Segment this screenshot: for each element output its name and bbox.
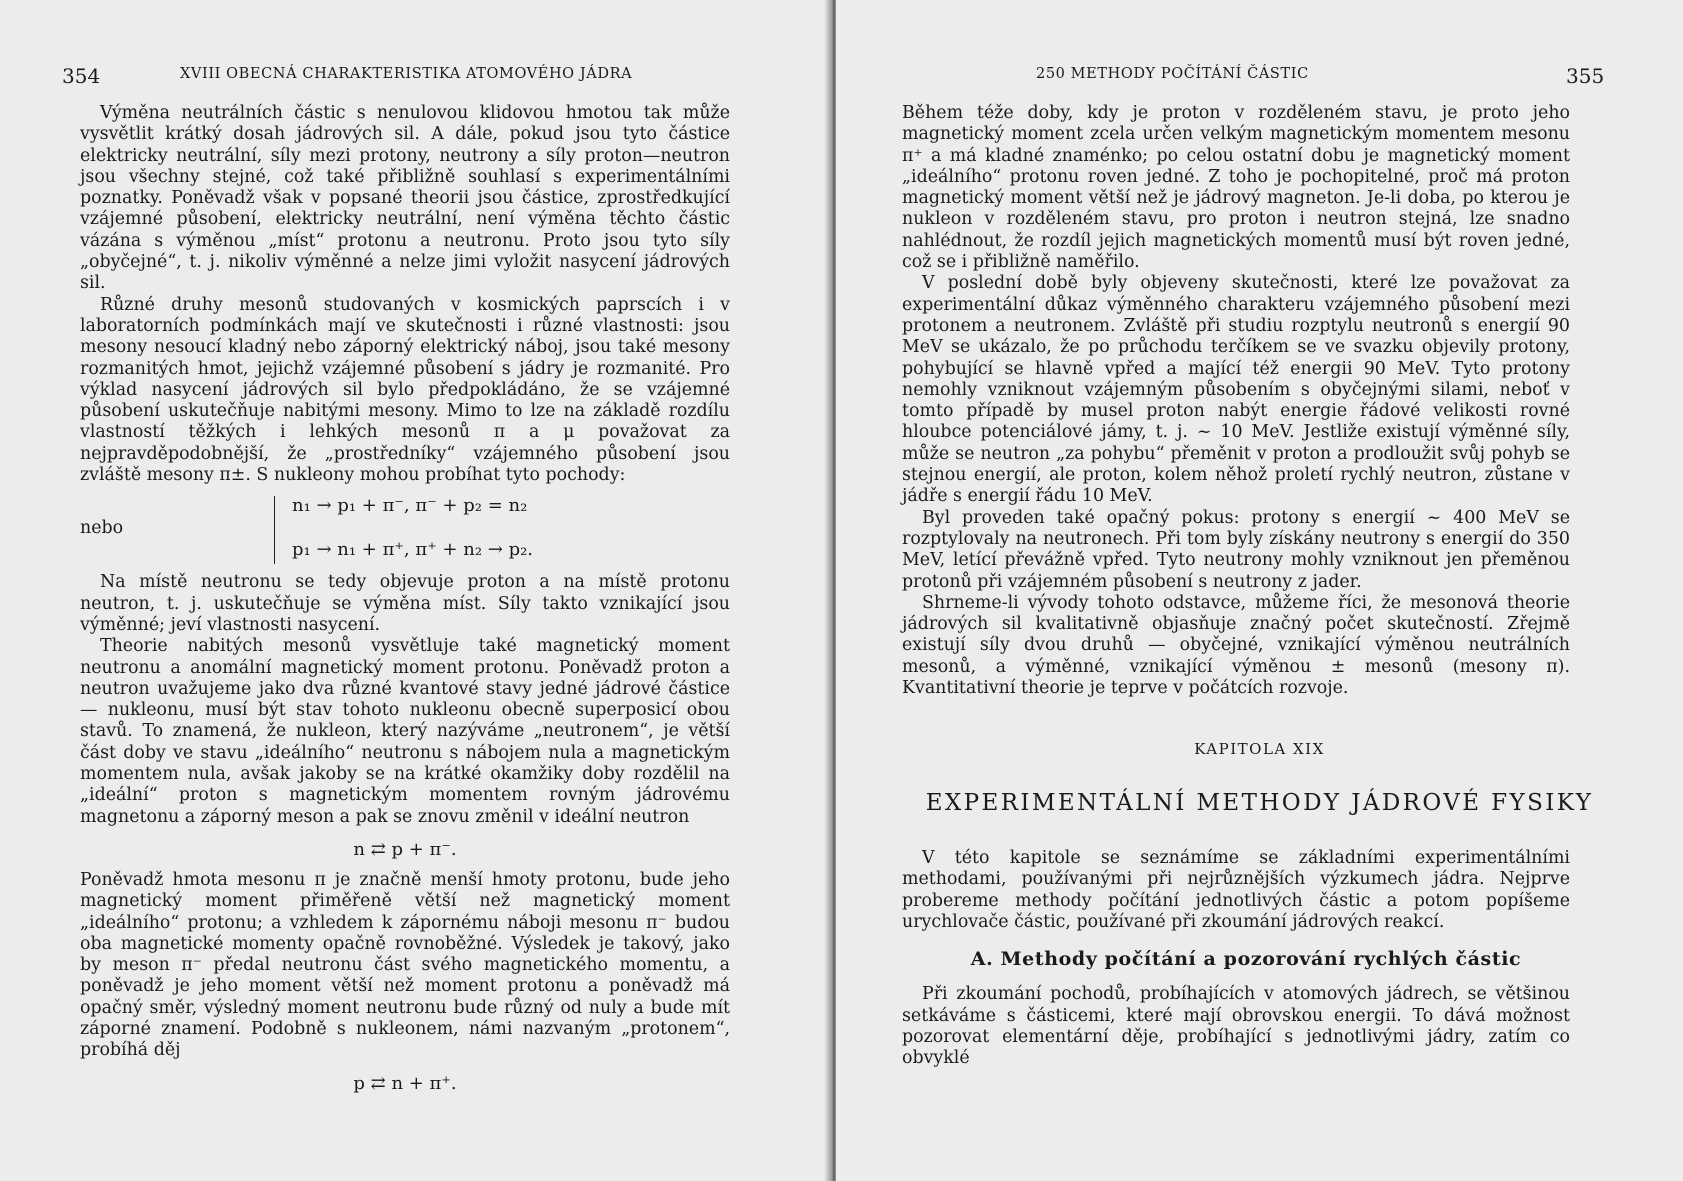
right-paragraph-3: Byl proveden také opačný pokus: protony s energií ~ 400 MeV se rozptylovaly na neutronech. Při tom byly získány neutrony s energií do 350 MeV, letící převážně vpřed. Tyto neutrony mohly vzniknout jen přeměnou protonů při vzájemném působení s neutrony z jader.	[902, 507, 1570, 592]
left-paragraph-5: Poněvadž hmota mesonu π je značně menší hmoty protonu, bude jeho magnetický moment přiměřeně větší než magnetický moment „ideálního“ protonu; a vzhledem k zápornému náboji mesonu π⁻ budou oba magnetické momenty opačně rovnoběžné. Výsledek je takový, jako by meson π⁻ předal neutronu část svého magnetického momentu, a poněvadž je jeho moment větší než moment protonu a poněvadž má opačný směr, výsledný moment neutronu bude různý od nuly a bude mít záporné znamení. Podobně s nukleonem, námi nazvaným „protonem“, probíhá děj	[80, 869, 730, 1061]
equation-block-exchange	[80, 492, 730, 568]
chapter-label: KAPITOLA XIX	[1194, 740, 1325, 758]
left-paragraph-2: Různé druhy mesonů studovaných v kosmických paprscích i v laboratorních podmínkách mají ve skutečnosti i různé vlastnosti: jsou mesony nesoucí kladný nebo záporný elektrický náboj, jsou také mesony rozmanitých hmot, jejichž vzájemné působení s jádry je rozmanité. Pro výklad nasycení jádrových sil bylo předpokládáno, že se vzájemné působení uskutečňuje nabitými mesony. Mimo to lze na základě rozdílu vlastností těžkých i lehkých mesonů π a μ považovat za nejpravděpodobnější, že „prostředníky“ vzájemného působení jsou zvláště mesony π±. S nukleony mohou probíhat tyto pochody:	[80, 294, 730, 486]
equation-neutron-to-proton: n₁ → p₁ + π⁻, π⁻ + p₂ = n₂	[292, 495, 528, 517]
left-page	[0, 0, 832, 1181]
left-paragraph-1: Výměna neutrálních částic s nenulovou klidovou hmotou tak může vysvětlit krátký dosah jádrových sil. A dále, pokud jsou tyto částice elektricky neutrální, síly mezi protony, neutrony a síly proton—neutron jsou všechny stejné, což také přibližně souhlasí s experimentálními poznatky. Poněvadž však v popsané theorii jsou částice, zprostředkující vzájemné působení, elektricky neutrální, není výměna těchto částic vázána s výměnou „míst“ protonu a neutronu. Proto jsou tyto síly „obyčejné“, t. j. nikoliv výměnné a nelze jimi vyložit nasycení jádrových sil.	[80, 103, 730, 294]
equation-proton-split: p ⇄ n + π⁺.	[353, 1072, 457, 1094]
right-running-head: 250 METHODY POČÍTÁNÍ ČÁSTIC	[1036, 66, 1309, 82]
left-page-number: 354	[62, 64, 101, 88]
right-paragraph-6: Při zkoumání pochodů, probíhajících v atomových jádrech, se většinou setkáváme s částicemi, které mají obrovskou energii. To dává možnost pozorovat elementární děje, probíhající s jednotlivými jádry, zatím co obvyklé	[902, 984, 1570, 1069]
section-heading: A. Methody počítání a pozorování rychlých částic	[970, 948, 1522, 971]
equation-neutron-split: n ⇄ p + π⁻.	[353, 838, 457, 860]
equation-proton-to-neutron: p₁ → n₁ + π⁺, π⁺ + n₂ → p₂.	[292, 539, 534, 561]
right-paragraph-1: Během téže doby, kdy je proton v rozděleném stavu, je proto jeho magnetický moment zcela určen velkým magnetickým momentem mesonu π⁺ a má kladné znaménko; po celou ostatní dobu je magnetický moment „ideálního“ protonu roven jedné. Z toho je pochopitelné, proč má proton magnetický moment větší než je jádrový magneton. Je-li doba, po kterou je nukleon v rozděleném stavu, pro proton i neutron stejná, lze snadno nahlédnout, že rozdíl jejich magnetických momentů musí být roven jedné, což se i přibližně naměřilo.	[902, 103, 1570, 273]
left-running-head: XVIII OBECNÁ CHARAKTERISTIKA ATOMOVÉHO JÁDRA	[180, 66, 633, 82]
left-paragraph-3: Na místě neutronu se tedy objevuje proton a na místě protonu neutron, t. j. uskutečňuje se výměna míst. Síly takto vznikající jsou výměnné; jeví vlastnosti nasycení.	[80, 572, 730, 635]
right-page-number: 355	[1566, 64, 1605, 88]
left-body-text	[80, 103, 730, 1096]
right-body-text-top	[902, 103, 1570, 699]
equation-connector-nebo: nebo	[80, 518, 124, 539]
right-body-text-bottom	[902, 848, 1570, 1070]
chapter-title: EXPERIMENTÁLNÍ METHODY JÁDROVÉ FYSIKY	[925, 790, 1594, 816]
right-paragraph-4: Shrneme-li vývody tohoto odstavce, můžeme říci, že mesonová theorie jádrových sil kvalitativně objasňuje značný počet skutečností. Zřejmě existují síly dvou druhů — obyčejné, vznikající výměnou neutrálních mesonů, a výměnné, vznikající výměnou ± mesonů (mesony π). Kvantitativní theorie je teprve v počátcích rozvoje.	[902, 592, 1570, 699]
equation-brace	[274, 496, 280, 564]
right-paragraph-5: V této kapitole se seznámíme se základními experimentálními methodami, používanými při nejrůznějších výzkumech jádra. Nejprve probereme methody počítání jednotlivých částic a potom popíšeme urychlovače částic, používané při zkoumání jádrových reakcí.	[902, 848, 1570, 932]
right-paragraph-2: V poslední době byly objeveny skutečnosti, které lze považovat za experimentální důkaz výměnného charakteru vzájemného působení mezi protonem a neutronem. Zvláště při studiu rozptylu neutronů s energií 90 MeV se ukázalo, že po průchodu terčíkem se ve svazku objevily protony, pohybující se hlavně vpřed a mající též energii 90 MeV. Tyto protony nemohly vzniknout vzájemným působením s obyčejnými silami, neboť v tomto případě by musel proton nabýt energie řádové velikosti rovné hloubce potenciálové jámy, t. j. ~ 10 MeV. Jestliže existují výměnné síly, může se neutron „za pohybu“ přeměnit v proton a prodloužit svůj pohyb se stejnou energií, ale proton, kolem něhož proletí rychlý neutron, zůstane v jádře s energií řádu 10 MeV.	[902, 273, 1570, 507]
left-paragraph-4: Theorie nabitých mesonů vysvětluje také magnetický moment neutronu a anomální magnetický moment protonu. Poněvadž proton a neutron uvažujeme jako dva různé kvantové stavy jedné jádrové částice — nukleonu, musí být stav tohoto nukleonu obecně superposicí obou stavů. To znamená, že nukleon, který nazýváme „neutronem“, je větší část doby ve stavu „ideálního“ neutronu s nábojem nula a magnetickým momentem nula, avšak jakoby se na krátké okamžiky doby rozdělil na „ideální“ proton s magnetickým momentem rovným jádrovému magnetonu a záporný meson a pak se znovu změnil v ideální neutron	[80, 636, 730, 827]
